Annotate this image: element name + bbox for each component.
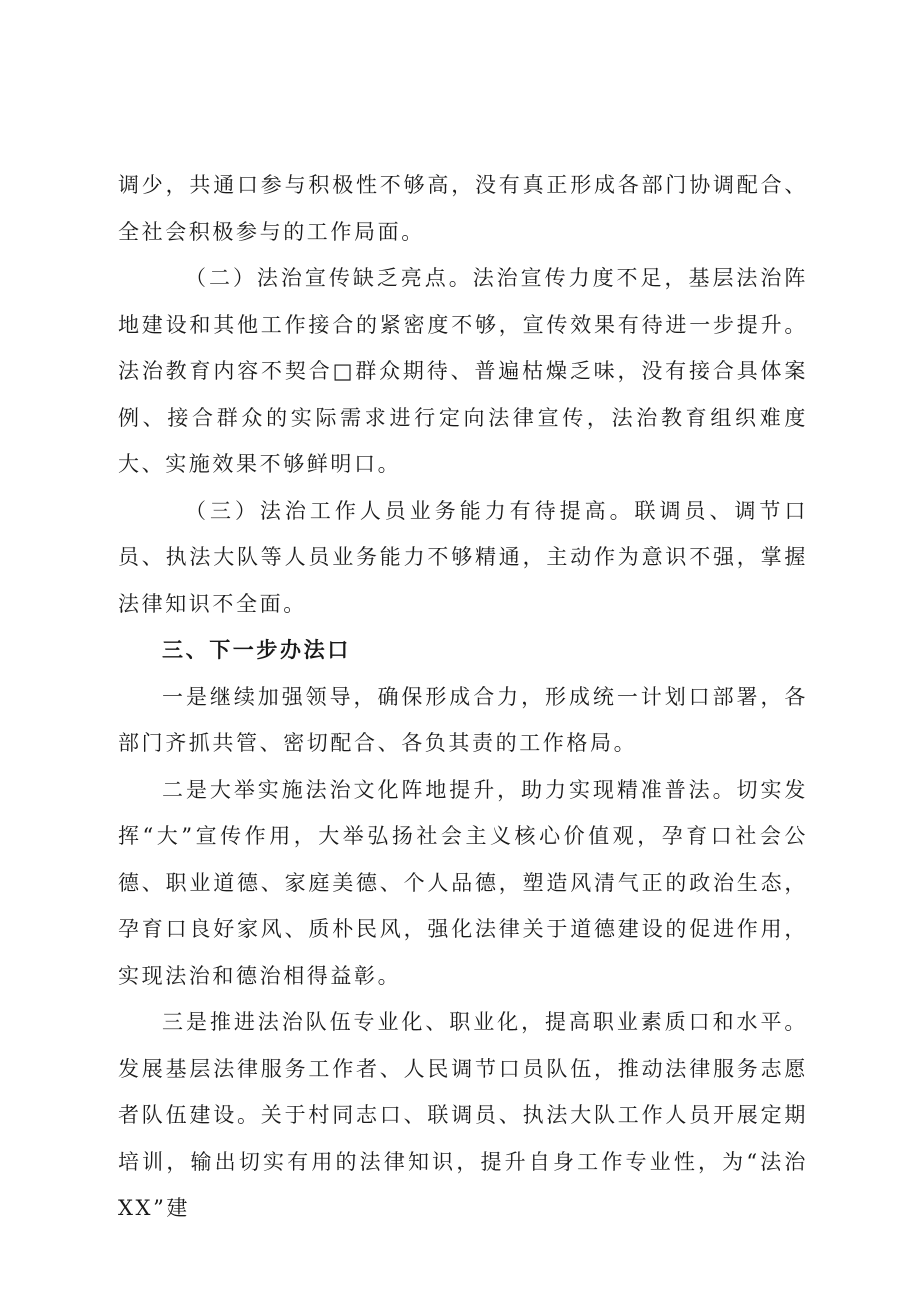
document-body xyxy=(118,162,808,1232)
section-heading-next-steps: 三、下一步办法口 xyxy=(162,638,351,662)
paragraph-team: 三是推进法治队伍专业化、职业化，提高职业素质口和水平。发展基层法律服务工作者、人民调节口员队伍，推动法律服务志愿者队伍建设。关于村同志口、联调员、执法大队工作人员开展定期培训，输出切实有用的法律知识，提升自身工作专业性，为“法治XX”建 xyxy=(118,1010,808,1220)
paragraph-staff-ability: （三）法治工作人员业务能力有待提高。联调员、调节口员、执法大队等人员业务能力不够精通，主动作为意识不强，掌握法律知识不全面。 xyxy=(118,498,808,616)
paragraph-continuation: 调少，共通口参与积极性不够高，没有真正形成各部门协调配合、全社会积极参与的工作局面。 xyxy=(118,173,808,244)
paragraph-culture: 二是大举实施法治文化阵地提升，助力实现精准普法。切实发挥“大”宣传作用，大举弘扬社会主义核心价值观，孕育口社会公德、职业道德、家庭美德、个人品德，塑造风清气正的政治生态，孕育口良好家风、质朴民风，强化法律关于道德建设的促进作用，实现法治和德治相得益彰。 xyxy=(118,777,808,988)
paragraph-leadership: 一是继续加强领导，确保形成合力，形成统一计划口部署，各部门齐抓共管、密切配合、各负其责的工作格局。 xyxy=(118,684,808,755)
paragraph-publicity: （二）法治宣传缺乏亮点。法治宣传力度不足，基层法治阵地建设和其他工作接合的紧密度不够，宣传效果有待进一步提升。法治教育内容不契合□群众期待、普遍枯燥乏味，没有接合具体案例、接合群众的实际需求进行定向法律宣传，法治教育组织难度大、实施效果不够鲜明口。 xyxy=(118,266,808,476)
